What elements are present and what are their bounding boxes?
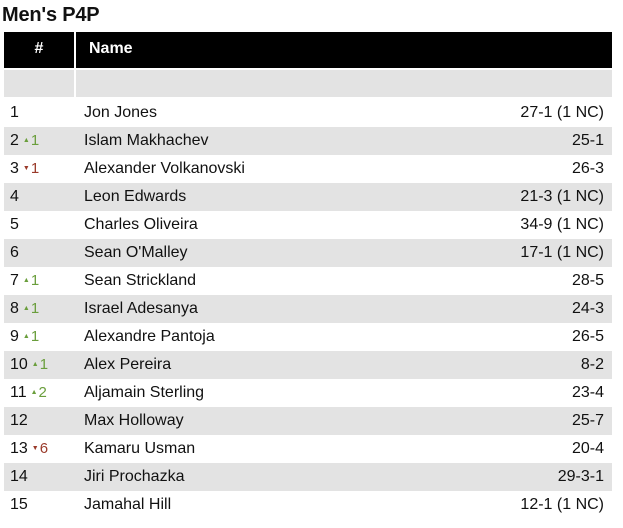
rank-number: 1 xyxy=(10,104,19,121)
rank-change-up xyxy=(23,127,39,155)
fighter-record: 25-7 xyxy=(571,412,604,429)
table-header xyxy=(4,32,612,68)
table-row[interactable] xyxy=(4,183,612,211)
rank-cell xyxy=(4,155,84,183)
table-row[interactable] xyxy=(4,127,612,155)
rank-cell xyxy=(4,491,84,519)
rank-number: 5 xyxy=(10,216,19,233)
fighter-name: Sean O'Malley xyxy=(84,244,188,261)
table-filter-row xyxy=(4,70,612,97)
fighter-name: Charles Oliveira xyxy=(84,216,198,233)
fighter-record: 17-1 (1 NC) xyxy=(520,244,604,261)
fighter-name: Jiri Prochazka xyxy=(84,468,185,485)
rank-number: 10 xyxy=(10,356,28,373)
table-row[interactable] xyxy=(4,211,612,239)
fighter-record: 21-3 (1 NC) xyxy=(520,188,604,205)
rank-cell xyxy=(4,407,84,435)
rank-cell xyxy=(4,127,84,155)
page-title: Men's P4P xyxy=(2,4,100,26)
fighter-record: 26-3 xyxy=(571,160,604,177)
rank-change-up xyxy=(31,379,47,407)
rank-change-up xyxy=(23,295,39,323)
rank-number: 7 xyxy=(10,272,19,289)
table-row[interactable] xyxy=(4,463,612,491)
rank-cell xyxy=(4,239,84,267)
table-row[interactable] xyxy=(4,351,612,379)
fighter-record: 23-4 xyxy=(571,384,604,401)
fighter-record: 26-5 xyxy=(571,328,604,345)
fighter-name: Kamaru Usman xyxy=(84,440,196,457)
fighter-name: Aljamain Sterling xyxy=(84,384,205,401)
table-row[interactable] xyxy=(4,407,612,435)
fighter-name: Leon Edwards xyxy=(84,188,187,205)
rank-number: 11 xyxy=(10,384,27,401)
fighter-name: Sean Strickland xyxy=(84,272,197,289)
rank-change-amount: 1 xyxy=(30,160,40,177)
rank-change-amount: 2 xyxy=(38,384,47,401)
fighter-record: 34-9 (1 NC) xyxy=(520,216,604,233)
rank-number: 14 xyxy=(10,468,28,485)
fighter-record: 12-1 (1 NC) xyxy=(520,496,604,513)
rank-change-up xyxy=(32,351,48,379)
column-header-rank[interactable]: # xyxy=(4,32,74,68)
filter-cell-rank xyxy=(4,70,74,97)
rank-change-down xyxy=(23,155,39,183)
table-row[interactable] xyxy=(4,99,612,127)
fighter-name: Jamahal Hill xyxy=(84,496,172,513)
rank-number: 8 xyxy=(10,300,19,317)
fighter-name: Alexander Volkanovski xyxy=(84,160,245,177)
rank-number: 4 xyxy=(10,188,19,205)
table-row[interactable] xyxy=(4,239,612,267)
rankings-table xyxy=(4,32,612,519)
rank-cell xyxy=(4,267,84,295)
rank-change-amount: 1 xyxy=(30,272,40,289)
fighter-name: Islam Makhachev xyxy=(84,132,209,149)
arrow-up-icon: ▲ xyxy=(22,333,30,340)
table-row[interactable] xyxy=(4,155,612,183)
rank-number: 2 xyxy=(10,132,19,149)
rank-cell xyxy=(4,379,84,407)
fighter-record: 25-1 xyxy=(571,132,604,149)
table-body xyxy=(4,99,612,519)
fighter-record: 8-2 xyxy=(580,356,604,373)
rank-change-amount: 6 xyxy=(39,440,49,457)
fighter-record: 28-5 xyxy=(571,272,604,289)
table-row[interactable] xyxy=(4,491,612,519)
fighter-name: Alex Pereira xyxy=(84,356,172,373)
filter-cell-name xyxy=(76,70,612,97)
arrow-up-icon: ▲ xyxy=(22,305,30,312)
arrow-up-icon: ▲ xyxy=(31,361,39,368)
column-header-name[interactable]: Name xyxy=(76,32,612,68)
rank-change-down xyxy=(32,435,48,463)
arrow-down-icon: ▼ xyxy=(22,165,30,172)
rank-number: 13 xyxy=(10,440,28,457)
arrow-up-icon: ▲ xyxy=(30,389,38,396)
rank-change-up xyxy=(23,267,39,295)
rank-cell xyxy=(4,323,84,351)
rank-cell xyxy=(4,435,84,463)
table-row[interactable] xyxy=(4,323,612,351)
rank-number: 9 xyxy=(10,328,19,345)
arrow-up-icon: ▲ xyxy=(22,277,30,284)
rank-number: 15 xyxy=(10,496,28,513)
fighter-record: 24-3 xyxy=(571,300,604,317)
table-row[interactable] xyxy=(4,379,612,407)
fighter-record: 27-1 (1 NC) xyxy=(520,104,604,121)
table-row[interactable] xyxy=(4,295,612,323)
fighter-name: Max Holloway xyxy=(84,412,184,429)
rank-change-up xyxy=(23,323,39,351)
arrow-down-icon: ▼ xyxy=(31,445,39,452)
fighter-name: Jon Jones xyxy=(84,104,157,121)
table-row[interactable] xyxy=(4,267,612,295)
arrow-up-icon: ▲ xyxy=(22,137,30,144)
rank-number: 12 xyxy=(10,412,28,429)
rank-number: 3 xyxy=(10,160,19,177)
rank-number: 6 xyxy=(10,244,19,261)
fighter-name: Israel Adesanya xyxy=(84,300,198,317)
rank-cell xyxy=(4,183,84,211)
rank-change-amount: 1 xyxy=(39,356,49,373)
fighter-record: 29-3-1 xyxy=(557,468,604,485)
fighter-record: 20-4 xyxy=(571,440,604,457)
table-row[interactable] xyxy=(4,435,612,463)
rank-cell xyxy=(4,463,84,491)
rank-change-amount: 1 xyxy=(30,300,40,317)
rank-change-amount: 1 xyxy=(30,132,40,149)
rank-cell xyxy=(4,99,84,127)
fighter-name: Alexandre Pantoja xyxy=(84,328,215,345)
rank-cell xyxy=(4,351,84,379)
rank-cell xyxy=(4,211,84,239)
rank-cell xyxy=(4,295,84,323)
rank-change-amount: 1 xyxy=(30,328,40,345)
